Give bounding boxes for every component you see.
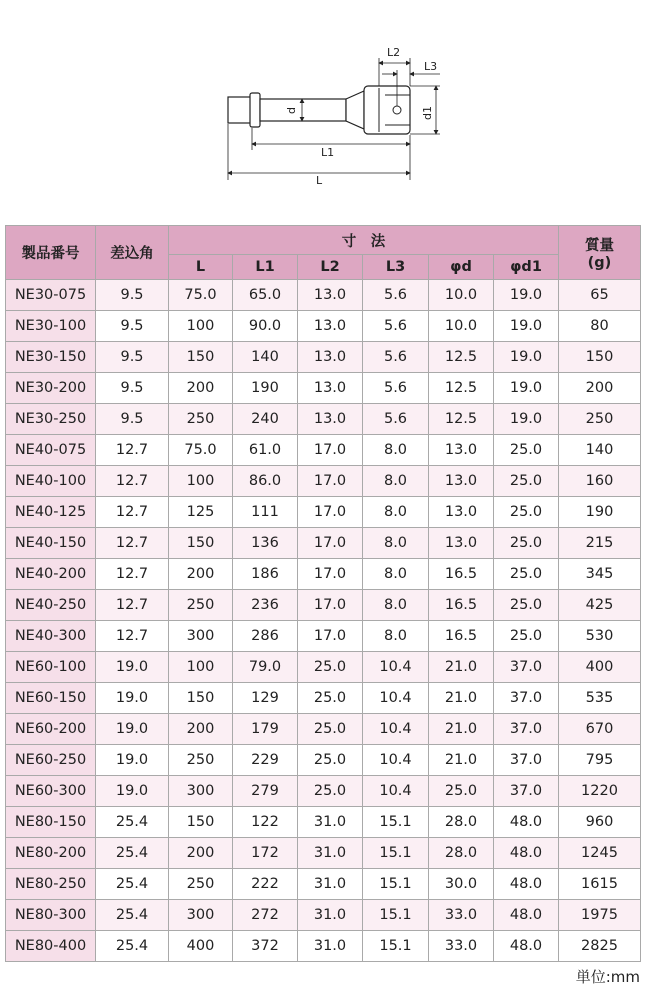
cell-phi-d: 21.0 (429, 652, 494, 683)
cell-phi-d1: 48.0 (494, 869, 559, 900)
cell-drive: 9.5 (96, 404, 169, 435)
cell-l1: 61.0 (233, 435, 298, 466)
cell-l2: 25.0 (298, 714, 363, 745)
cell-l: 150 (169, 528, 233, 559)
cell-model: NE30-075 (6, 280, 96, 311)
table-row (6, 373, 641, 404)
cell-phi-d1: 19.0 (494, 342, 559, 373)
cell-l1: 229 (233, 745, 298, 776)
cell-l2: 31.0 (298, 807, 363, 838)
cell-phi-d1: 37.0 (494, 776, 559, 807)
table-row (6, 559, 641, 590)
cell-model: NE30-100 (6, 311, 96, 342)
table-row (6, 776, 641, 807)
cell-l1: 236 (233, 590, 298, 621)
cell-l: 75.0 (169, 435, 233, 466)
cell-mass: 1220 (559, 776, 641, 807)
cell-l2: 13.0 (298, 280, 363, 311)
cell-drive: 25.4 (96, 807, 169, 838)
cell-drive: 12.7 (96, 590, 169, 621)
cell-l1: 129 (233, 683, 298, 714)
cell-phi-d1: 37.0 (494, 683, 559, 714)
cell-l: 250 (169, 590, 233, 621)
cell-model: NE60-100 (6, 652, 96, 683)
cell-l1: 79.0 (233, 652, 298, 683)
cell-l: 200 (169, 838, 233, 869)
header-dimensions: 寸 法 (169, 226, 559, 255)
cell-mass: 80 (559, 311, 641, 342)
table-row (6, 311, 641, 342)
cell-l2: 31.0 (298, 900, 363, 931)
cell-drive: 12.7 (96, 497, 169, 528)
header-drive: 差込角 (96, 226, 169, 280)
cell-drive: 19.0 (96, 683, 169, 714)
cell-phi-d1: 48.0 (494, 807, 559, 838)
table-row (6, 745, 641, 776)
cell-l: 150 (169, 683, 233, 714)
dim-label-l: L (316, 174, 323, 187)
unit-note: 単位:mm (575, 968, 640, 986)
table-row (6, 280, 641, 311)
cell-l3: 5.6 (363, 404, 429, 435)
cell-phi-d1: 37.0 (494, 652, 559, 683)
cell-l2: 17.0 (298, 497, 363, 528)
extension-bar-diagram (0, 0, 650, 210)
cell-l2: 31.0 (298, 838, 363, 869)
cell-drive: 25.4 (96, 900, 169, 931)
cell-l: 200 (169, 559, 233, 590)
cell-mass: 250 (559, 404, 641, 435)
cell-l3: 5.6 (363, 373, 429, 404)
cell-l: 100 (169, 466, 233, 497)
cell-l: 250 (169, 745, 233, 776)
cell-l2: 13.0 (298, 311, 363, 342)
cell-l3: 8.0 (363, 466, 429, 497)
header-model: 製品番号 (6, 226, 96, 280)
table-row (6, 652, 641, 683)
cell-phi-d: 33.0 (429, 900, 494, 931)
cell-phi-d: 13.0 (429, 466, 494, 497)
table-row (6, 342, 641, 373)
cell-model: NE40-125 (6, 497, 96, 528)
table-row (6, 466, 641, 497)
dim-label-d1: d1 (421, 106, 434, 120)
cell-phi-d: 21.0 (429, 714, 494, 745)
cell-l3: 8.0 (363, 497, 429, 528)
header-mass-label: 質量 (585, 238, 614, 254)
cell-phi-d: 21.0 (429, 745, 494, 776)
table-row (6, 931, 641, 962)
cell-l3: 15.1 (363, 931, 429, 962)
cell-l1: 140 (233, 342, 298, 373)
cell-model: NE80-300 (6, 900, 96, 931)
dim-label-l2: L2 (387, 46, 401, 59)
cell-l2: 25.0 (298, 683, 363, 714)
cell-phi-d: 33.0 (429, 931, 494, 962)
cell-phi-d: 12.5 (429, 342, 494, 373)
table-row (6, 590, 641, 621)
cell-l: 125 (169, 497, 233, 528)
cell-drive: 12.7 (96, 621, 169, 652)
header-mass-unit: (g) (587, 255, 612, 271)
cell-l1: 86.0 (233, 466, 298, 497)
cell-drive: 25.4 (96, 869, 169, 900)
cell-drive: 12.7 (96, 435, 169, 466)
cell-l3: 10.4 (363, 776, 429, 807)
cell-phi-d: 10.0 (429, 311, 494, 342)
cell-l3: 10.4 (363, 745, 429, 776)
cell-phi-d: 28.0 (429, 807, 494, 838)
cell-mass: 1975 (559, 900, 641, 931)
cell-l3: 8.0 (363, 528, 429, 559)
cell-phi-d: 16.5 (429, 559, 494, 590)
table-row (6, 621, 641, 652)
cell-mass: 140 (559, 435, 641, 466)
cell-l1: 286 (233, 621, 298, 652)
cell-l3: 10.4 (363, 714, 429, 745)
cell-phi-d: 13.0 (429, 435, 494, 466)
cell-phi-d1: 19.0 (494, 404, 559, 435)
cell-model: NE80-200 (6, 838, 96, 869)
cell-l1: 111 (233, 497, 298, 528)
cell-l: 200 (169, 373, 233, 404)
cell-model: NE60-250 (6, 745, 96, 776)
cell-phi-d1: 25.0 (494, 590, 559, 621)
cell-l2: 13.0 (298, 404, 363, 435)
cell-mass: 535 (559, 683, 641, 714)
cell-l3: 5.6 (363, 311, 429, 342)
cell-phi-d1: 48.0 (494, 931, 559, 962)
cell-l: 300 (169, 900, 233, 931)
cell-phi-d: 21.0 (429, 683, 494, 714)
cell-drive: 9.5 (96, 280, 169, 311)
cell-drive: 12.7 (96, 466, 169, 497)
cell-phi-d: 16.5 (429, 621, 494, 652)
cell-phi-d: 12.5 (429, 404, 494, 435)
cell-model: NE60-150 (6, 683, 96, 714)
cell-l3: 8.0 (363, 435, 429, 466)
cell-l: 300 (169, 621, 233, 652)
cell-phi-d: 13.0 (429, 497, 494, 528)
cell-l1: 122 (233, 807, 298, 838)
tool-outline (228, 86, 410, 134)
cell-l: 300 (169, 776, 233, 807)
cell-phi-d1: 25.0 (494, 528, 559, 559)
table-row (6, 683, 641, 714)
table-row (6, 497, 641, 528)
cell-phi-d1: 48.0 (494, 900, 559, 931)
cell-mass: 530 (559, 621, 641, 652)
cell-l1: 279 (233, 776, 298, 807)
cell-phi-d: 13.0 (429, 528, 494, 559)
dim-label-l1: L1 (321, 146, 335, 159)
cell-l2: 13.0 (298, 342, 363, 373)
cell-mass: 400 (559, 652, 641, 683)
cell-l2: 17.0 (298, 528, 363, 559)
cell-mass: 795 (559, 745, 641, 776)
cell-l: 250 (169, 404, 233, 435)
cell-l2: 17.0 (298, 559, 363, 590)
cell-l: 400 (169, 931, 233, 962)
cell-l3: 8.0 (363, 590, 429, 621)
cell-phi-d1: 25.0 (494, 621, 559, 652)
cell-l1: 372 (233, 931, 298, 962)
cell-l3: 15.1 (363, 869, 429, 900)
header-l2: L2 (298, 255, 363, 280)
cell-l3: 10.4 (363, 652, 429, 683)
header-mass (559, 226, 641, 280)
cell-l2: 17.0 (298, 621, 363, 652)
cell-l1: 190 (233, 373, 298, 404)
cell-model: NE30-250 (6, 404, 96, 435)
cell-l: 150 (169, 807, 233, 838)
cell-model: NE80-400 (6, 931, 96, 962)
cell-model: NE40-200 (6, 559, 96, 590)
cell-l1: 272 (233, 900, 298, 931)
cell-mass: 1245 (559, 838, 641, 869)
cell-l2: 13.0 (298, 373, 363, 404)
cell-phi-d: 16.5 (429, 590, 494, 621)
cell-phi-d1: 25.0 (494, 559, 559, 590)
cell-drive: 19.0 (96, 745, 169, 776)
cell-l1: 186 (233, 559, 298, 590)
cell-model: NE40-100 (6, 466, 96, 497)
cell-mass: 150 (559, 342, 641, 373)
cell-l: 100 (169, 311, 233, 342)
cell-phi-d1: 19.0 (494, 280, 559, 311)
cell-phi-d1: 48.0 (494, 838, 559, 869)
cell-phi-d: 12.5 (429, 373, 494, 404)
dim-label-l3: L3 (424, 60, 438, 73)
cell-l1: 65.0 (233, 280, 298, 311)
cell-model: NE40-075 (6, 435, 96, 466)
cell-l2: 25.0 (298, 745, 363, 776)
cell-mass: 960 (559, 807, 641, 838)
cell-drive: 12.7 (96, 559, 169, 590)
cell-model: NE60-300 (6, 776, 96, 807)
cell-l3: 15.1 (363, 838, 429, 869)
cell-l1: 179 (233, 714, 298, 745)
table-row (6, 404, 641, 435)
cell-l2: 31.0 (298, 869, 363, 900)
cell-drive: 9.5 (96, 311, 169, 342)
header-phi-d1: φd1 (494, 255, 559, 280)
cell-mass: 345 (559, 559, 641, 590)
cell-phi-d1: 19.0 (494, 311, 559, 342)
cell-drive: 25.4 (96, 931, 169, 962)
cell-drive: 9.5 (96, 373, 169, 404)
cell-l3: 8.0 (363, 559, 429, 590)
cell-phi-d: 30.0 (429, 869, 494, 900)
cell-model: NE80-250 (6, 869, 96, 900)
cell-model: NE60-200 (6, 714, 96, 745)
spec-table (5, 225, 641, 962)
cell-mass: 2825 (559, 931, 641, 962)
table-body (6, 280, 641, 962)
cell-mass: 1615 (559, 869, 641, 900)
cell-drive: 19.0 (96, 776, 169, 807)
cell-l1: 222 (233, 869, 298, 900)
cell-l2: 17.0 (298, 435, 363, 466)
cell-mass: 215 (559, 528, 641, 559)
cell-model: NE30-150 (6, 342, 96, 373)
cell-phi-d: 25.0 (429, 776, 494, 807)
cell-l: 75.0 (169, 280, 233, 311)
dim-label-d: d (285, 107, 298, 114)
table-row (6, 435, 641, 466)
cell-mass: 160 (559, 466, 641, 497)
cell-l2: 25.0 (298, 652, 363, 683)
cell-phi-d1: 37.0 (494, 714, 559, 745)
cell-phi-d: 28.0 (429, 838, 494, 869)
header-phi-d: φd (429, 255, 494, 280)
cell-phi-d1: 37.0 (494, 745, 559, 776)
cell-phi-d1: 25.0 (494, 435, 559, 466)
cell-l1: 240 (233, 404, 298, 435)
table-row (6, 528, 641, 559)
cell-model: NE30-200 (6, 373, 96, 404)
cell-drive: 12.7 (96, 528, 169, 559)
cell-mass: 425 (559, 590, 641, 621)
cell-l1: 136 (233, 528, 298, 559)
cell-l3: 5.6 (363, 280, 429, 311)
cell-l2: 31.0 (298, 931, 363, 962)
cell-model: NE80-150 (6, 807, 96, 838)
table-row (6, 714, 641, 745)
header-l1: L1 (233, 255, 298, 280)
cell-drive: 25.4 (96, 838, 169, 869)
cell-l2: 25.0 (298, 776, 363, 807)
table-row (6, 838, 641, 869)
cell-l1: 172 (233, 838, 298, 869)
cell-l: 250 (169, 869, 233, 900)
header-l3: L3 (363, 255, 429, 280)
cell-drive: 19.0 (96, 652, 169, 683)
table-row (6, 900, 641, 931)
cell-phi-d: 10.0 (429, 280, 494, 311)
cell-drive: 19.0 (96, 714, 169, 745)
cell-model: NE40-300 (6, 621, 96, 652)
cell-drive: 9.5 (96, 342, 169, 373)
cell-l2: 17.0 (298, 590, 363, 621)
cell-l3: 10.4 (363, 683, 429, 714)
cell-l: 150 (169, 342, 233, 373)
cell-mass: 65 (559, 280, 641, 311)
cell-l3: 8.0 (363, 621, 429, 652)
cell-mass: 670 (559, 714, 641, 745)
cell-l1: 90.0 (233, 311, 298, 342)
header-l: L (169, 255, 233, 280)
table-row (6, 869, 641, 900)
cell-model: NE40-150 (6, 528, 96, 559)
cell-mass: 200 (559, 373, 641, 404)
cell-phi-d1: 19.0 (494, 373, 559, 404)
cell-l: 100 (169, 652, 233, 683)
cell-mass: 190 (559, 497, 641, 528)
table-row (6, 807, 641, 838)
cell-l3: 15.1 (363, 900, 429, 931)
cell-model: NE40-250 (6, 590, 96, 621)
cell-l3: 15.1 (363, 807, 429, 838)
cell-l3: 5.6 (363, 342, 429, 373)
cell-l: 200 (169, 714, 233, 745)
cell-phi-d1: 25.0 (494, 497, 559, 528)
cell-l2: 17.0 (298, 466, 363, 497)
cell-phi-d1: 25.0 (494, 466, 559, 497)
